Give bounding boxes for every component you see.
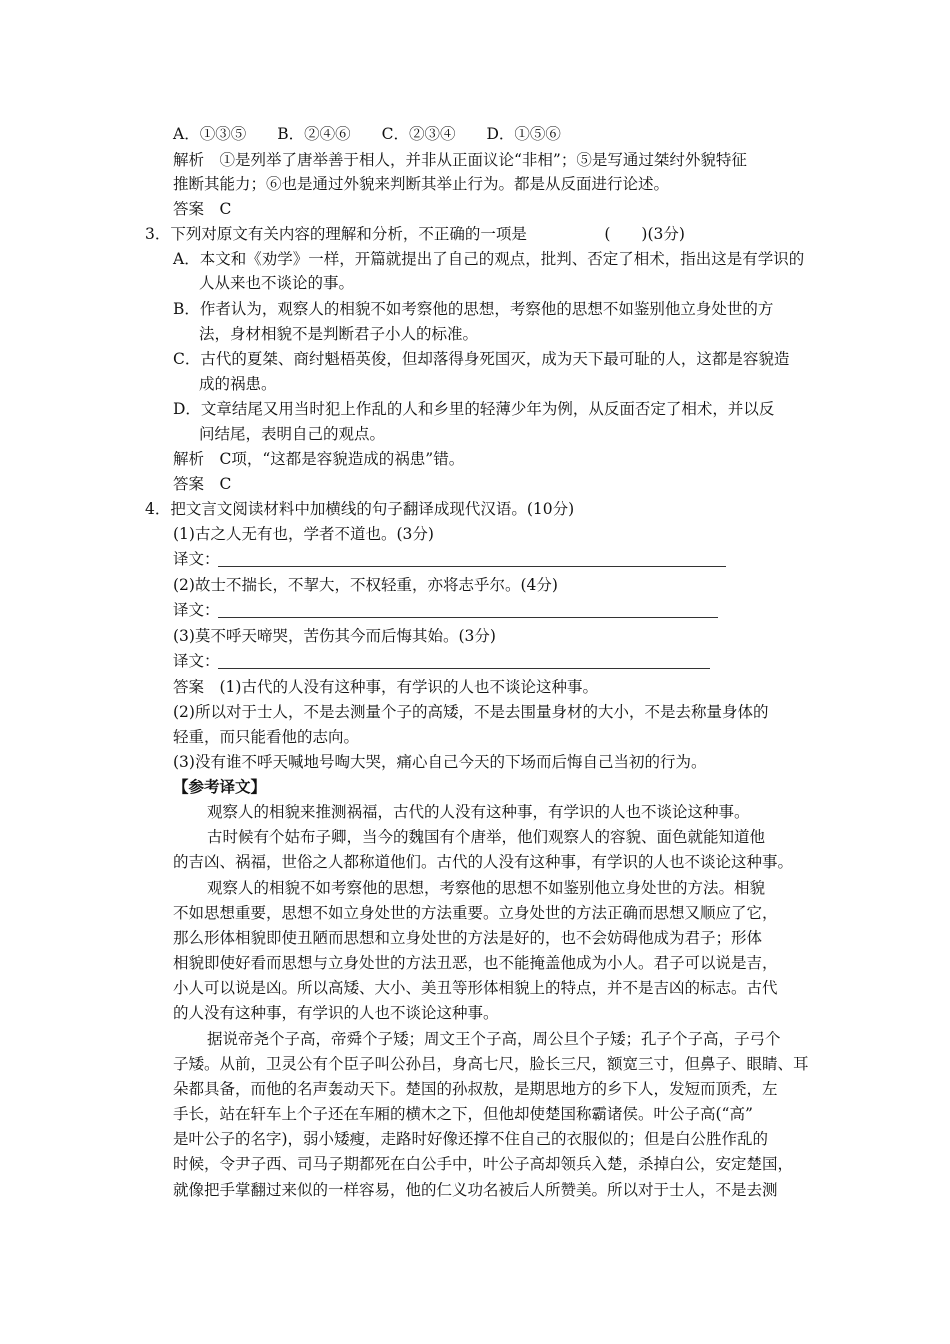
reference-paragraph-4-line-3: 朵都具备，而他的名声轰动天下。楚国的孙叔敖，是期思地方的乡下人，发短而顶秃，左 [173, 1080, 778, 1098]
q4-answer-blank-2 [218, 617, 718, 618]
reference-paragraph-4-line-5: 是叶公子的名字)，弱小矮瘦，走路时好像还撑不住自己的衣服似的；但是白公胜作乱的 [173, 1130, 769, 1148]
q2-options: A．①③⑤ B．②④⑥ C．②③④ D．①⑤⑥ [173, 125, 561, 143]
q3-analysis: 解析 C项，“这都是容貌造成的祸患”错。 [173, 450, 465, 468]
q4-answer-blank-3 [218, 668, 710, 669]
q3-option-b-line-1: B．作者认为，观察人的相貌不如考察他的思想，考察他的思想不如鉴别他立身处世的方 [173, 300, 774, 318]
q4-sentence-1: (1)古之人无有也，学者不道也。(3分) [173, 525, 434, 543]
q3-option-b-line-2: 法，身材相貌不是判断君子小人的标准。 [199, 325, 479, 343]
reference-paragraph-3-line-6: 的人没有这种事，有学识的人也不谈论这种事。 [173, 1004, 499, 1022]
q4-answer-blank-1 [218, 566, 726, 567]
q3-option-c-line-1: C．古代的夏桀、商纣魁梧英俊，但却落得身死国灭，成为天下最可耻的人，这都是容貌造 [173, 350, 790, 368]
reference-paragraph-1: 观察人的相貌来推测祸福，古代的人没有这种事，有学识的人也不谈论这种事。 [207, 803, 750, 821]
q3-option-d-line-2: 问结尾，表明自己的观点。 [199, 425, 386, 443]
q3-option-a-line-2: 人从来也不谈论的事。 [199, 274, 355, 292]
reference-paragraph-2-line-2: 的吉凶、祸福，世俗之人都称道他们。古代的人没有这种事，有学识的人也不谈论这种事。 [173, 853, 794, 871]
q4-sentence-3: (3)莫不呼天啼哭，苦伤其今而后悔其始。(3分) [173, 627, 496, 645]
q4-translation-label-3: 译文： [173, 652, 220, 670]
reference-heading: 【参考译文】 [173, 777, 267, 796]
reference-paragraph-3-line-5: 小人可以说是凶。所以高矮、大小、美丑等形体相貌上的特点，并不是吉凶的标志。古代 [173, 979, 778, 997]
reference-paragraph-4-line-7: 就像把手掌翻过来似的一样容易，他的仁义功名被后人所赞美。所以对于士人，不是去测 [173, 1181, 778, 1199]
q4-answer-3: (3)没有谁不呼天喊地号啕大哭，痛心自己今天的下场而后悔自己当初的行为。 [173, 753, 707, 771]
reference-paragraph-3-line-3: 那么形体相貌即使丑陋而思想和立身处世的方法是好的，也不会妨碍他成为君子；形体 [173, 929, 763, 947]
reference-paragraph-3-line-4: 相貌即使好看而思想与立身处世的方法丑恶，也不能掩盖他成为小人。君子可以说是吉， [173, 954, 778, 972]
q4-answer-2-line-1: (2)所以对于士人，不是去测量个子的高矮，不是去围量身材的大小，不是去称量身体的 [173, 703, 769, 721]
q2-answer: 答案 C [173, 200, 232, 218]
q2-analysis-line-1: 解析 ①是列举了唐举善于相人，并非从正面议论“非相”；⑤是写通过桀纣外貌特征 [173, 151, 747, 169]
q3-option-c-line-2: 成的祸患。 [199, 375, 277, 393]
reference-paragraph-4-line-4: 手长，站在轩车上个子还在车厢的横木之下，但他却使楚国称霸诸侯。叶公子高(“高” [173, 1105, 753, 1123]
reference-paragraph-3-line-2: 不如思想重要，思想不如立身处世的方法重要。立身处世的方法正确而思想又顺应了它， [173, 904, 778, 922]
reference-paragraph-2-line-1: 古时候有个姑布子卿，当今的魏国有个唐举，他们观察人的容貌、面色就能知道他 [207, 828, 766, 846]
reference-paragraph-4-line-1: 据说帝尧个子高，帝舜个子矮；周文王个子高，周公旦个子矮；孔子个子高，子弓个 [207, 1030, 781, 1048]
reference-paragraph-4-line-6: 时候，令尹子西、司马子期都死在白公手中，叶公子高却领兵入楚，杀掉白公，安定楚国， [173, 1155, 794, 1173]
q4-answer-2-line-2: 轻重，而只能看他的志向。 [173, 728, 360, 746]
reference-paragraph-3-line-1: 观察人的相貌不如考察他的思想，考察他的思想不如鉴别他立身处世的方法。相貌 [207, 879, 766, 897]
q4-sentence-2: (2)故士不揣长，不挈大，不权轻重，亦将志乎尔。(4分) [173, 576, 558, 594]
q4-stem: 4．把文言文阅读材料中加横线的句子翻译成现代汉语。(10分) [145, 500, 575, 518]
q3-answer: 答案 C [173, 475, 232, 493]
q3-option-a-line-1: A．本文和《劝学》一样，开篇就提出了自己的观点，批判、否定了相术，指出这是有学识的 [173, 250, 805, 268]
q3-stem: 3．下列对原文有关内容的理解和分析，不正确的一项是 ( )(3分) [145, 225, 685, 243]
q2-analysis-line-2: 推断其能力；⑥也是通过外貌来判断其举止行为。都是从反面进行论述。 [173, 175, 670, 193]
reference-paragraph-4-line-2: 子矮。从前，卫灵公有个臣子叫公孙吕，身高七尺，脸长三尺，额宽三寸，但鼻子、眼睛、耳 [173, 1055, 809, 1073]
q4-translation-label-2: 译文： [173, 601, 220, 619]
q4-translation-label-1: 译文： [173, 550, 220, 568]
q3-option-d-line-1: D．文章结尾又用当时犯上作乱的人和乡里的轻薄少年为例，从反面否定了相术，并以反 [173, 400, 775, 418]
q4-answer-1: 答案 (1)古代的人没有这种事，有学识的人也不谈论这种事。 [173, 678, 598, 696]
